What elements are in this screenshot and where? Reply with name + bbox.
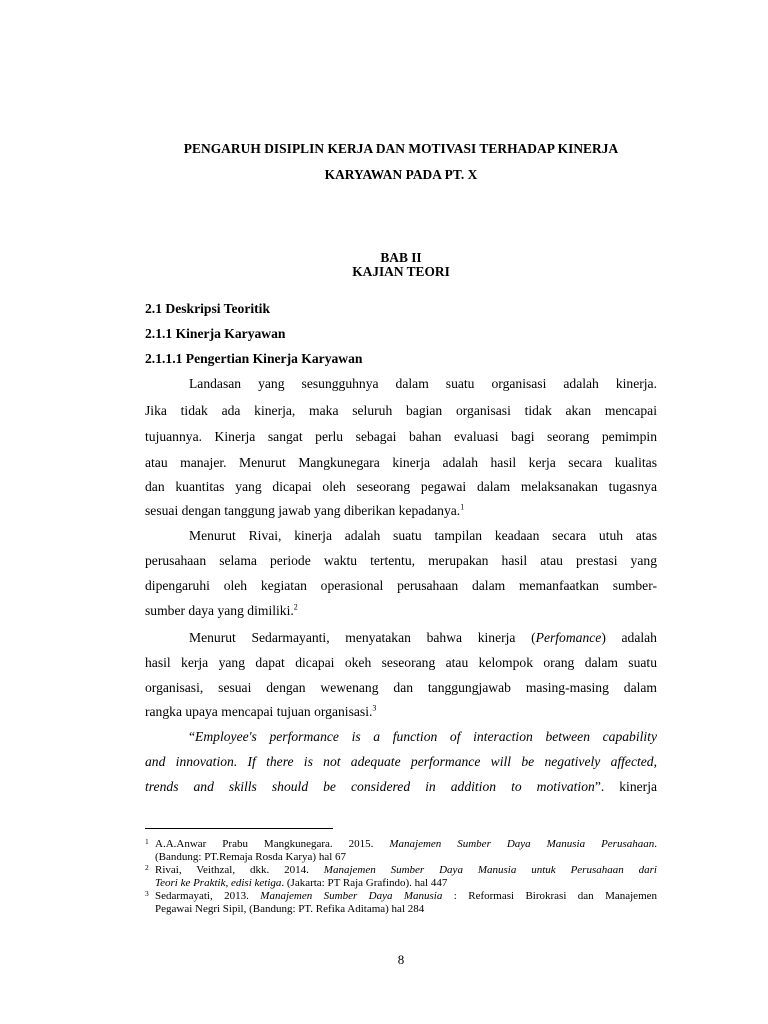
quote-line — [145, 754, 657, 770]
paragraph-3-text: rangka upaya mencapai tujuan organisasi. — [145, 704, 373, 719]
footnote-text: Rivai, Veithzal, dkk. 2014. — [155, 864, 324, 876]
paragraph-2-line: dipengaruhi oleh kegiatan operasional perusahaan dalam memanfaatkan sumber- — [145, 578, 657, 593]
paragraph-1-text: sesuai dengan tanggung jawab yang diberikan kepadanya. — [145, 503, 461, 518]
heading-2-1-1-1: 2.1.1.1 Pengertian Kinerja Karyawan — [145, 351, 363, 366]
quote-open-mark: “ — [189, 729, 196, 744]
footnote-line — [155, 877, 657, 890]
paragraph-3-line — [189, 630, 657, 646]
footnote-line — [155, 838, 657, 851]
footnote-2 — [145, 864, 657, 892]
document-title — [145, 136, 657, 188]
quote-text: trends and skills should be considered in addition to motivation — [145, 779, 595, 794]
footnote-text: . (Jakarta: PT Raja Grafindo). hal 447 — [281, 877, 448, 889]
footnote-text: Sedarmayati, 2013. — [155, 890, 261, 902]
paragraph-1-line: Jika tidak ada kinerja, maka seluruh bagian organisasi tidak akan mencapai — [145, 403, 657, 418]
paragraph-2-line: Menurut Rivai, kinerja adalah suatu tampilan keadaan secara utuh atas — [189, 528, 657, 543]
footnote-ref-1: 1 — [460, 502, 465, 512]
paragraph-3-text: Menurut Sedarmayanti, menyatakan bahwa kinerja ( — [189, 630, 536, 645]
footnote-emphasis: Manajemen Sumber Daya Manusia — [260, 890, 443, 902]
quote-line — [189, 729, 657, 745]
chapter-name: KAJIAN TEORI — [352, 264, 450, 279]
chapter-number: BAB II — [380, 250, 422, 265]
paragraph-2-line: perusahaan selama periode waktu tertentu, merupakan hasil atau prestasi yang — [145, 553, 657, 568]
footnote-line: (Bandung: PT.Remaja Rosda Karya) hal 67 — [155, 851, 347, 863]
footnote-separator — [145, 828, 333, 829]
paragraph-1-line: dan kuantitas yang dicapai oleh seseorang pegawai dalam melaksanakan tugasnya — [145, 479, 657, 494]
footnote-text: A.A.Anwar Prabu Mangkunegara. 2015. — [155, 838, 390, 850]
footnote-number: 3 — [145, 889, 149, 898]
paragraph-3-line: organisasi, sesuai dengan wewenang dan tanggungjawab masing-masing dalam — [145, 680, 657, 695]
footnote-text: . — [654, 838, 657, 850]
footnote-line: Pegawai Negri Sipil, (Bandung: PT. Refika Aditama) hal 284 — [155, 903, 425, 915]
footnote-emphasis: Manajemen Sumber Daya Manusia Perusahaan — [389, 838, 655, 850]
paragraph-1-line: Landasan yang sesungguhnya dalam suatu organisasi adalah kinerja. — [189, 376, 657, 391]
footnote-ref-3: 3 — [372, 703, 377, 713]
footnote-line — [155, 890, 657, 903]
paragraph-2-line — [145, 603, 657, 619]
footnote-3 — [145, 890, 657, 918]
paragraph-3-line: hasil kerja yang dapat dicapai okeh seseorang atau kelompok orang dalam suatu — [145, 655, 657, 670]
heading-2-1: 2.1 Deskripsi Teoritik — [145, 301, 271, 316]
title-line-2: KARYAWAN PADA PT. X — [324, 167, 478, 182]
footnote-number: 2 — [145, 863, 149, 872]
paragraph-1-line: atau manajer. Menurut Mangkunegara kinerja adalah hasil kerja secara kualitas — [145, 455, 657, 470]
footnote-line — [155, 864, 657, 877]
footnote-number: 1 — [145, 837, 149, 846]
footnote-emphasis: Teori ke Praktik, edisi ketiga — [155, 877, 282, 889]
page-number: 8 — [397, 952, 405, 967]
footnote-text: : Reformasi Birokrasi dan Manajemen — [442, 890, 658, 902]
heading-2-1-1: 2.1.1 Kinerja Karyawan — [145, 326, 286, 341]
footnote-emphasis: Manajemen Sumber Daya Manusia untuk Perusahaan dari — [323, 864, 657, 876]
title-line-1: PENGARUH DISIPLIN KERJA DAN MOTIVASI TERHADAP KINERJA — [183, 141, 619, 156]
paragraph-1-line — [145, 503, 657, 519]
quote-line — [145, 779, 657, 795]
paragraph-2-text: sumber daya yang dimiliki. — [145, 603, 294, 618]
quote-text: Employee's performance is a function of interaction between capability — [195, 729, 657, 744]
quote-text: and innovation. If there is not adequate performance will be negatively affected, — [145, 754, 657, 769]
footnote-ref-2: 2 — [293, 602, 298, 612]
paragraph-3-line — [145, 704, 657, 720]
quote-trailing-text: ”. kinerja — [594, 779, 658, 794]
paragraph-3-text: ) adalah — [601, 630, 657, 645]
paragraph-1-line: tujuannya. Kinerja sangat perlu sebagai bahan evaluasi bagi seorang pemimpin — [145, 429, 657, 444]
footnote-1 — [145, 838, 657, 866]
paragraph-3-emphasis: Perfomance — [535, 630, 602, 645]
